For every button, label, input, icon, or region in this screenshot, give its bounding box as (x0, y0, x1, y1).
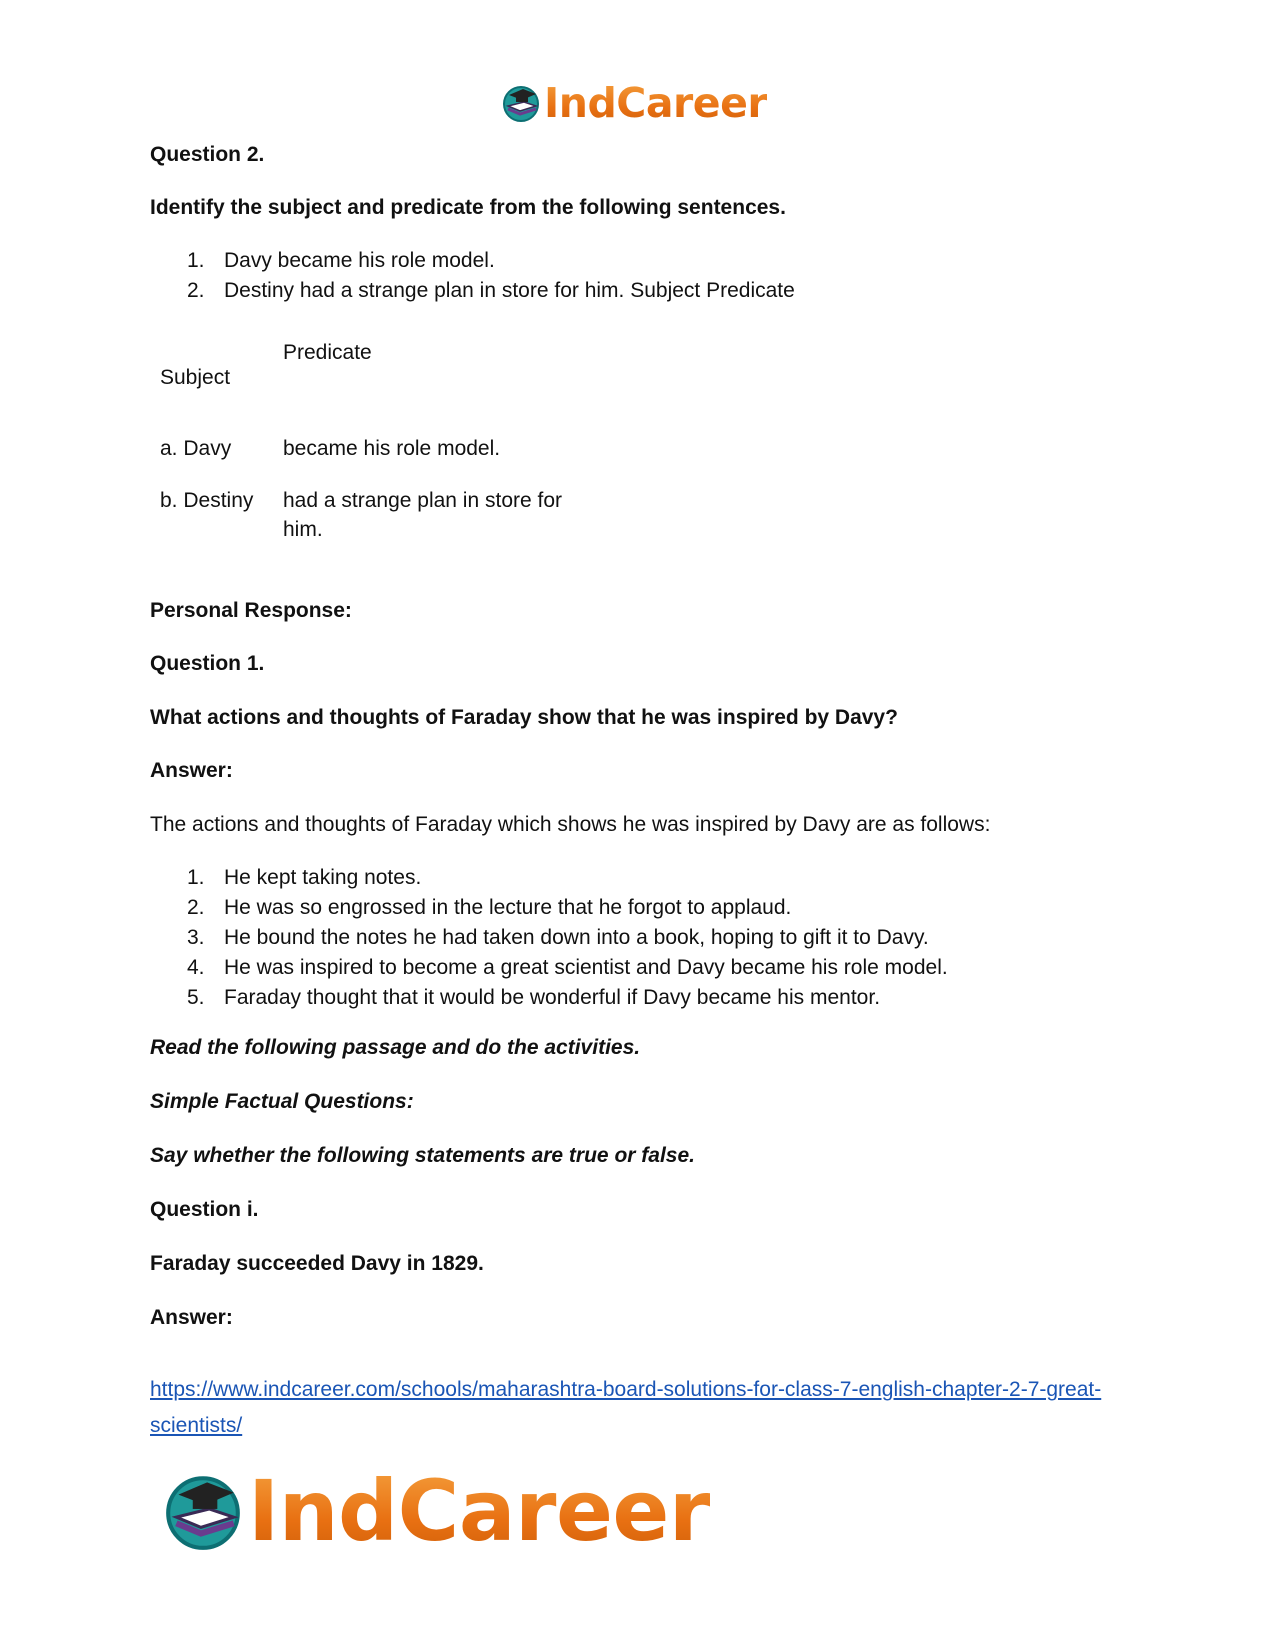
question-1-text: What actions and thoughts of Faraday show that he was inspired by Davy? (150, 706, 898, 729)
brand-name: IndCareer (248, 1462, 710, 1560)
table-cell-subject: a. Davy (160, 437, 232, 460)
question-i-heading: Question i. (150, 1198, 259, 1221)
question-1-heading: Question 1. (150, 652, 265, 675)
list-item: 1. Davy became his role model. (187, 249, 495, 272)
header-logo (500, 78, 767, 128)
list-item: 5. Faraday thought that it would be wonderful if Davy became his mentor. (187, 986, 881, 1009)
source-link[interactable]: https://www.indcareer.com/schools/maharashtra-board-solutions-for-class-7-english-chapter-2-7-great-scientists/ (150, 1378, 1102, 1437)
list-item: 3. He bound the notes he had taken down into a book, hoping to gift it to Davy. (187, 926, 929, 949)
passage-instruction: Read the following passage and do the activities. (150, 1036, 641, 1059)
true-false-instruction: Say whether the following statements are true or false. (150, 1144, 695, 1167)
question-2-sentence-list (150, 246, 795, 306)
brand-name: IndCareer (544, 79, 768, 127)
personal-response-heading: Personal Response: (150, 599, 352, 622)
list-item: 4. He was inspired to become a great scientist and Davy became his role model. (187, 956, 948, 979)
graduation-cap-globe-book-icon (500, 82, 542, 124)
answer-label: Answer: (150, 759, 233, 782)
table-header-subject: Subject (160, 366, 231, 389)
question-i-statement: Faraday succeeded Davy in 1829. (150, 1252, 484, 1275)
answer-label: Answer: (150, 1306, 233, 1329)
answer-intro: The actions and thoughts of Faraday which shows he was inspired by Davy are as follows: (150, 813, 991, 836)
table-cell-predicate: had a strange plan in store for him. (283, 489, 563, 541)
list-item: 2. He was so engrossed in the lecture that he forgot to applaud. (187, 896, 792, 919)
graduation-cap-globe-book-icon (160, 1468, 246, 1554)
question-2-instruction: Identify the subject and predicate from the following sentences. (150, 196, 786, 219)
list-item: 1. He kept taking notes. (187, 866, 422, 889)
question-2-heading: Question 2. (150, 143, 265, 166)
table-cell-predicate: became his role model. (283, 437, 501, 460)
list-item: 2. Destiny had a strange plan in store for him. Subject Predicate (187, 279, 795, 302)
table-cell-subject: b. Destiny (160, 489, 254, 512)
simple-factual-questions-heading: Simple Factual Questions: (150, 1090, 414, 1113)
table-header-predicate: Predicate (283, 341, 372, 364)
footer-logo (160, 1462, 710, 1560)
answer-list (150, 863, 948, 1013)
